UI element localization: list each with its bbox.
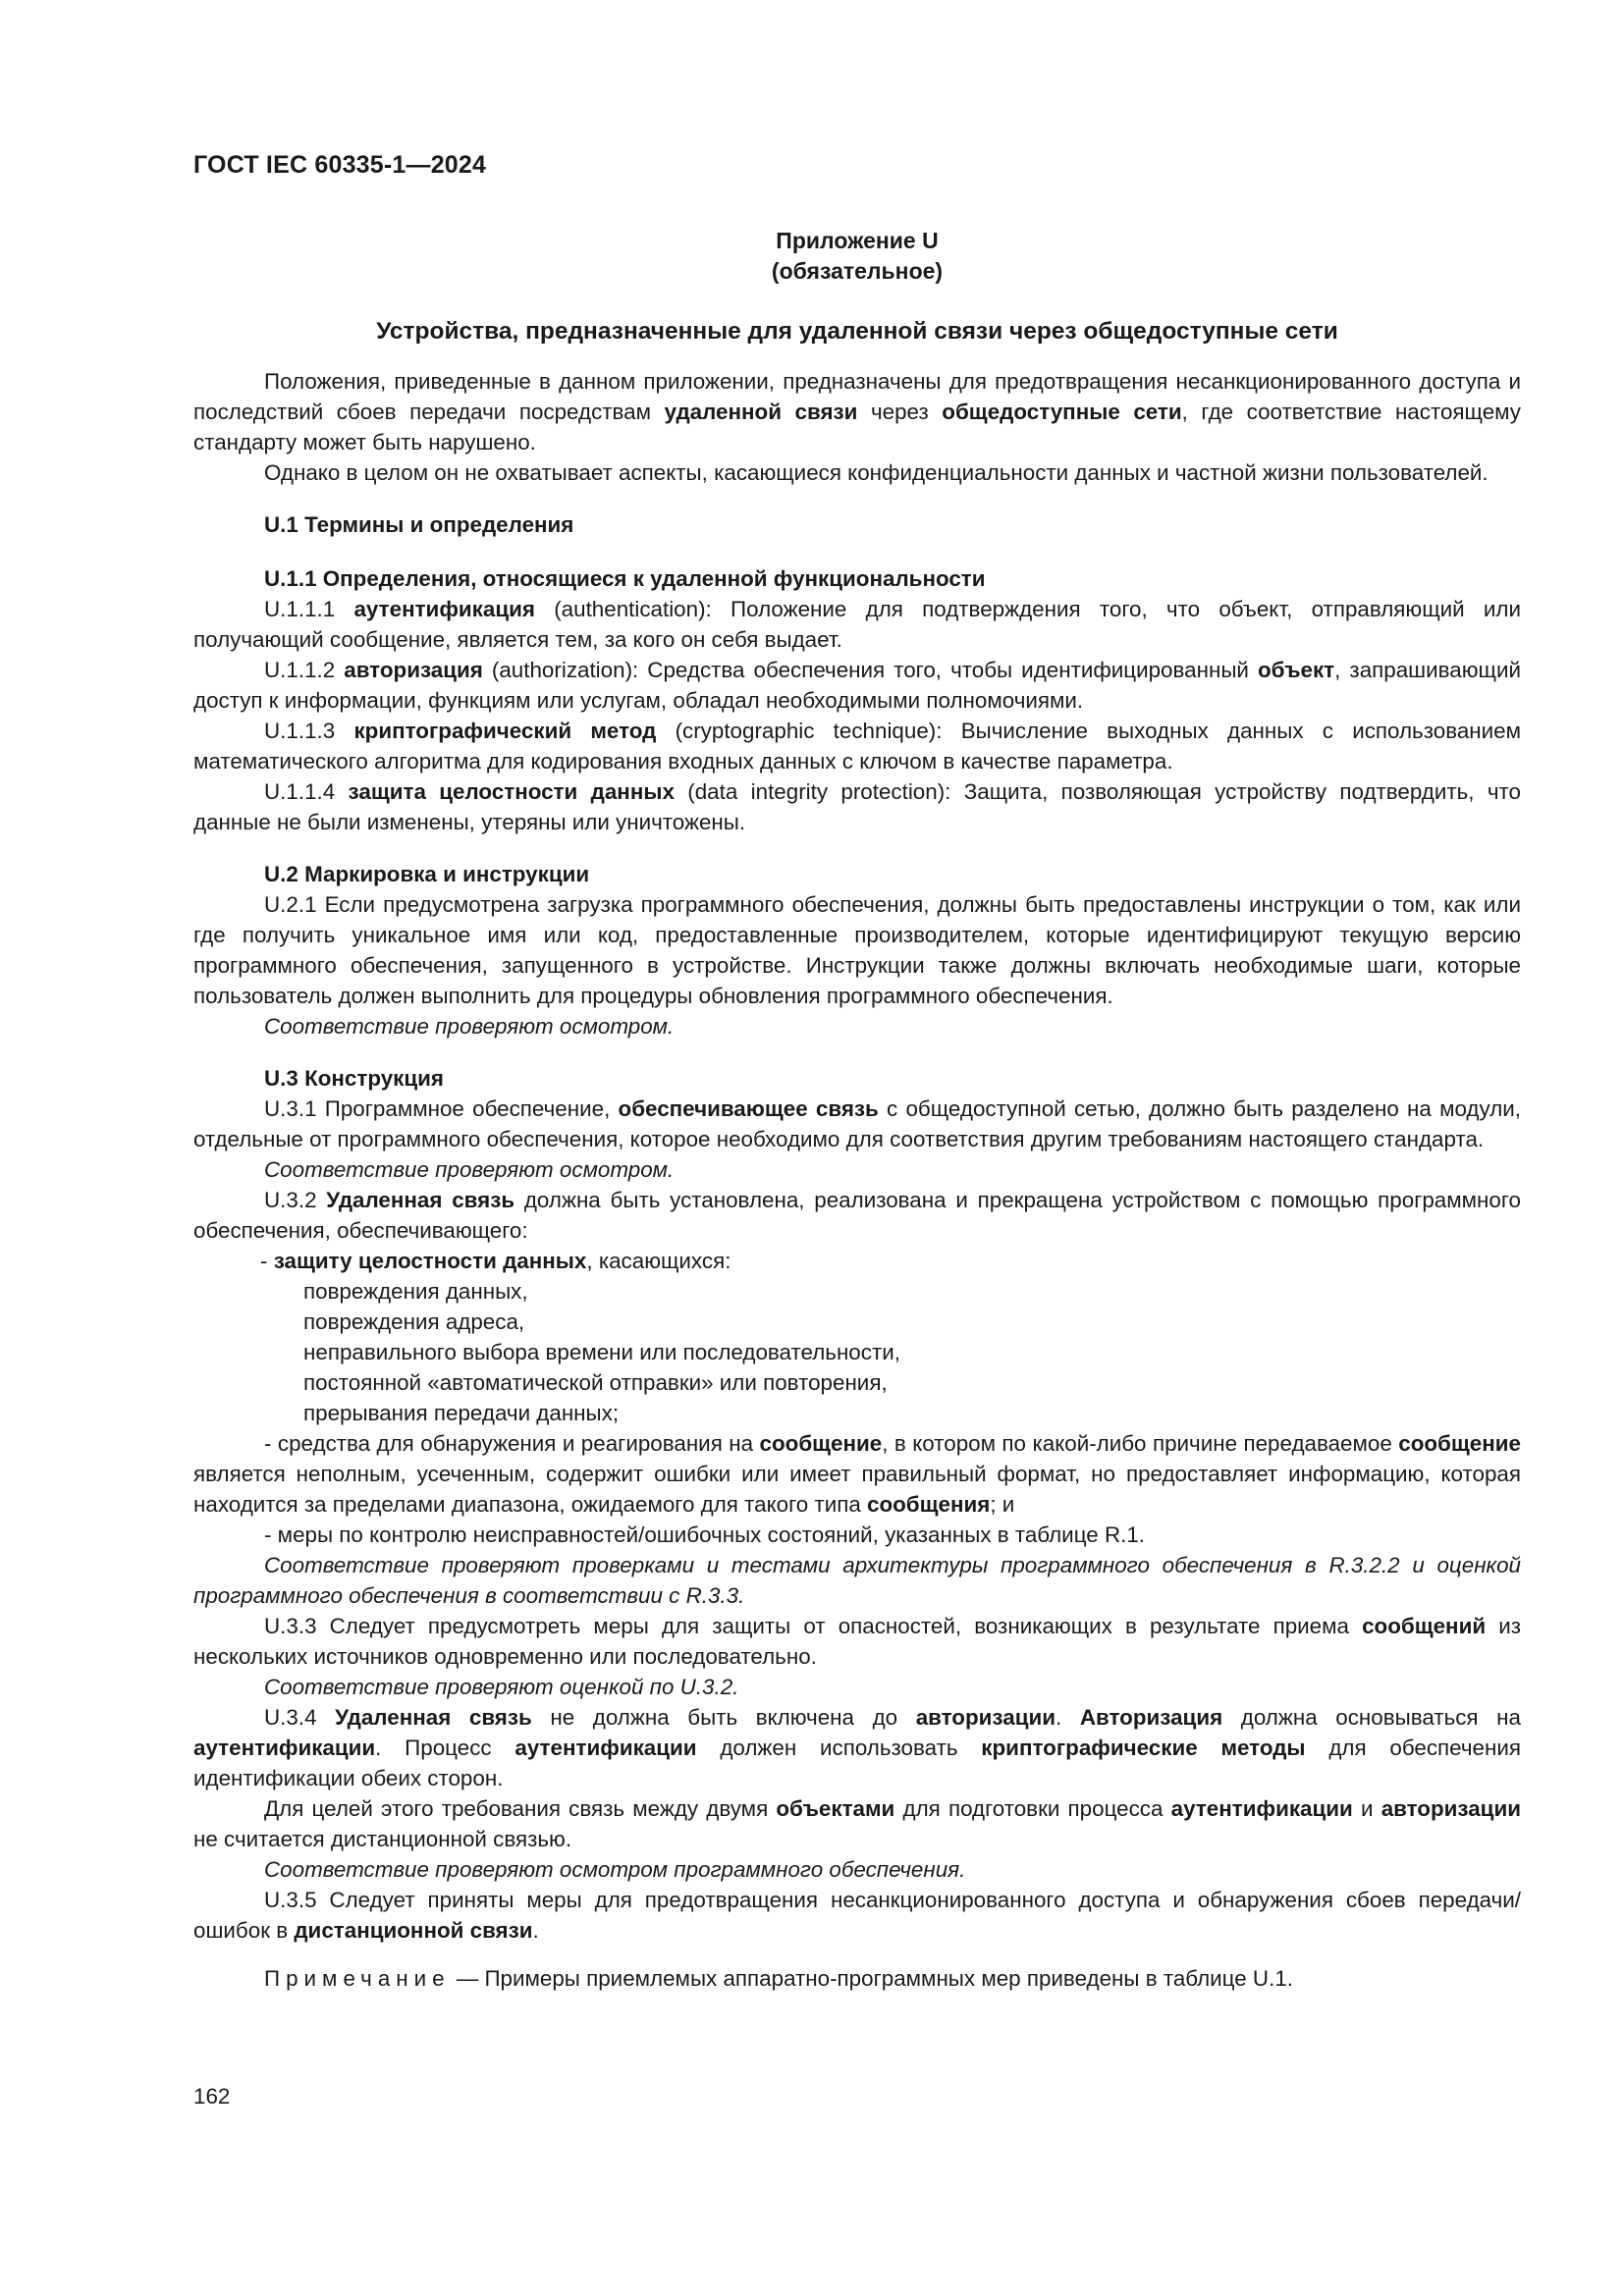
term: общедоступные сети bbox=[942, 400, 1182, 424]
definition-u1-1-1 bbox=[193, 594, 1521, 655]
text: должна быть установлена, реализована и прекращена устройством с помощью программного обеспечения, обеспечивающего: bbox=[193, 1188, 1521, 1243]
term: обеспечивающее связь bbox=[618, 1096, 879, 1121]
section-heading-u3: U.3 Конструкция bbox=[264, 1066, 444, 1091]
compliance-u3-1: Соответствие проверяют осмотром. bbox=[264, 1157, 675, 1182]
text: не должна быть включена до bbox=[531, 1705, 916, 1730]
compliance-u3-4: Соответствие проверяют осмотром программного обеспечения. bbox=[264, 1857, 966, 1882]
clause-number: U.1.1.1 bbox=[264, 597, 354, 621]
annex-status: (обязательное) bbox=[771, 258, 944, 284]
clause-number: U.1.1.4 bbox=[264, 779, 349, 804]
sub-list-item: прерывания передачи данных; bbox=[303, 1401, 620, 1425]
note-label: Примечание bbox=[264, 1966, 451, 1991]
text: Положения, приведенные в данном приложении, предназначены для предотвращения несанкционированного доступа и последствий сбоев передачи посредствам bbox=[193, 369, 1521, 424]
text: из нескольких источников одновременно или последовательно. bbox=[193, 1614, 1522, 1669]
note bbox=[193, 1963, 1521, 1994]
sub-list-item: повреждения данных, bbox=[303, 1279, 528, 1304]
clause-u3-5 bbox=[193, 1885, 1521, 1946]
term: удаленной связи bbox=[664, 400, 858, 424]
definition-u1-1-4 bbox=[193, 776, 1521, 837]
clause-u3-2 bbox=[193, 1185, 1521, 1246]
term: аутентификации bbox=[193, 1735, 376, 1760]
text: (authentication): Положение для подтверждения того, что объект, отправляющий или получающий сообщение, является тем, за кого он себя выдает. bbox=[193, 597, 1521, 652]
document-body bbox=[193, 226, 1521, 1994]
annex-title: Приложение U bbox=[776, 228, 939, 253]
list-item-1 bbox=[193, 1246, 1521, 1276]
term: аутентификации bbox=[514, 1735, 697, 1760]
compliance-u3-2: Соответствие проверяют проверками и тестами архитектуры программного обеспечения в R.3.2.2 и оценкой программного обеспечения в соответствии с R.3.3. bbox=[193, 1553, 1521, 1608]
text: является неполным, усеченным, содержит ошибки или имеет правильный формат, но предоставляет информацию, которая находится за пределами диапазона, ожидаемого для такого типа bbox=[193, 1462, 1521, 1517]
standard-code: ГОСТ IEC 60335-1—2024 bbox=[193, 151, 487, 179]
text: не считается дистанционной связью. bbox=[193, 1827, 572, 1851]
term: криптографические методы bbox=[981, 1735, 1306, 1760]
term: Удаленная связь bbox=[335, 1705, 532, 1730]
note-text: — Примеры приемлемых аппаратно-программных мер приведены в таблице U.1. bbox=[450, 1966, 1293, 1991]
sub-list-item: повреждения адреса, bbox=[303, 1309, 525, 1334]
intro-paragraph-2: Однако в целом он не охватывает аспекты, касающиеся конфиденциальности данных и частной жизни пользователей. bbox=[264, 460, 1489, 485]
text: U.3.4 bbox=[264, 1705, 336, 1730]
sub-list-item: постоянной «автоматической отправки» или повторения, bbox=[303, 1370, 888, 1395]
term: Удаленная связь bbox=[326, 1188, 515, 1212]
text: , касающихся: bbox=[586, 1249, 731, 1273]
text: должен использовать bbox=[696, 1735, 982, 1760]
term: аутентификация bbox=[353, 597, 535, 621]
text: - средства для обнаружения и реагирования на bbox=[264, 1431, 760, 1456]
dash: - bbox=[260, 1249, 274, 1273]
term: сообщение bbox=[1398, 1431, 1521, 1456]
text: для подготовки процесса bbox=[894, 1796, 1171, 1821]
intro-paragraph-1 bbox=[193, 366, 1521, 457]
clause-u3-3 bbox=[193, 1611, 1521, 1672]
term: криптографический метод bbox=[353, 719, 657, 743]
text: U.3.3 Следует предусмотреть меры для защиты от опасностей, возникающих в результате приема bbox=[264, 1614, 1363, 1638]
term: авторизация bbox=[344, 658, 483, 682]
term: сообщение bbox=[759, 1431, 883, 1456]
text: и bbox=[1352, 1796, 1381, 1821]
term: защиту целостности данных bbox=[273, 1249, 587, 1273]
clause-number: U.1.1.2 bbox=[264, 658, 345, 682]
text: . bbox=[1056, 1705, 1080, 1730]
definition-u1-1-2 bbox=[193, 655, 1521, 716]
term: дистанционной связи bbox=[294, 1918, 533, 1943]
text: , в котором по какой-либо причине передаваемое bbox=[882, 1431, 1399, 1456]
clause-u3-4-continuation bbox=[193, 1793, 1521, 1854]
term: аутентификации bbox=[1170, 1796, 1353, 1821]
clause-u3-1 bbox=[193, 1094, 1521, 1154]
section-heading-u1: U.1 Термины и определения bbox=[264, 512, 574, 537]
text: U.3.2 bbox=[264, 1188, 327, 1212]
list-item-3: - меры по контролю неисправностей/ошибочных состояний, указанных в таблице R.1. bbox=[264, 1522, 1146, 1547]
annex-heading: Устройства, предназначенные для удаленной связи через общедоступные сети bbox=[376, 318, 1338, 345]
subsection-heading-u1-1: U.1.1 Определения, относящиеся к удаленной функциональности bbox=[264, 566, 986, 591]
definition-u1-1-3 bbox=[193, 716, 1521, 776]
term: авторизации bbox=[915, 1705, 1056, 1730]
text: должна основываться на bbox=[1222, 1705, 1521, 1730]
term: объект bbox=[1257, 658, 1335, 682]
term: защита целостности данных bbox=[348, 779, 675, 804]
compliance-u3-3: Соответствие проверяют оценкой по U.3.2. bbox=[264, 1675, 739, 1699]
term: Авторизация bbox=[1079, 1705, 1223, 1730]
clause-number: U.1.1.3 bbox=[264, 719, 354, 743]
sub-list-item: неправильного выбора времени или последовательности, bbox=[303, 1340, 900, 1364]
section-heading-u2: U.2 Маркировка и инструкции bbox=[264, 862, 590, 886]
text: U.3.5 Следует приняты меры для предотвращения несанкционированного доступа и обнаружения сбоев передачи/ошибок в bbox=[193, 1888, 1521, 1943]
page-number: 162 bbox=[193, 2084, 231, 2109]
list-item-2 bbox=[193, 1428, 1521, 1520]
text: ; и bbox=[990, 1492, 1015, 1517]
text: . Процесс bbox=[375, 1735, 515, 1760]
term: объектами bbox=[776, 1796, 895, 1821]
text: (authorization): Средства обеспечения того, чтобы идентифицированный bbox=[482, 658, 1258, 682]
text: , где соответствие настоящему стандарту может быть нарушено. bbox=[193, 400, 1522, 454]
term: авторизации bbox=[1380, 1796, 1521, 1821]
text: (cryptographic technique): Вычисление выходных данных с использованием математического алгоритма для кодирования входных данных с ключом в качестве параметра. bbox=[193, 719, 1522, 774]
clause-u2-1: U.2.1 Если предусмотрена загрузка программного обеспечения, должны быть предоставлены инструкции о том, как или где получить уникальное имя или код, предоставленные производителем, которые идентифицируют текущую версию программного обеспечения, запущенного в устройстве. Инструкции также должны включать необходимые шаги, которые пользователь должен выполнить для процедуры обновления программного обеспечения. bbox=[193, 892, 1521, 1008]
text: . bbox=[532, 1918, 539, 1943]
text: через bbox=[857, 400, 943, 424]
text: с общедоступной сетью, должно быть разделено на модули, отдельные от программного обеспечения, которое необходимо для соответствия другим требованиям настоящего стандарта. bbox=[193, 1096, 1521, 1151]
text: для обеспечения идентификации обеих сторон. bbox=[193, 1735, 1522, 1790]
term: сообщений bbox=[1362, 1614, 1487, 1638]
text: Для целей этого требования связь между двумя bbox=[264, 1796, 777, 1821]
clause-u3-4 bbox=[193, 1702, 1521, 1793]
text: , запрашивающий доступ к информации, функциям или услугам, обладал необходимыми полномочиями. bbox=[193, 658, 1521, 713]
text: U.3.1 Программное обеспечение, bbox=[264, 1096, 619, 1121]
compliance-u2-1: Соответствие проверяют осмотром. bbox=[264, 1014, 675, 1039]
text: (data integrity protection): Защита, позволяющая устройству подтвердить, что данные не были изменены, утеряны или уничтожены. bbox=[193, 779, 1521, 834]
term: сообщения bbox=[867, 1492, 991, 1517]
